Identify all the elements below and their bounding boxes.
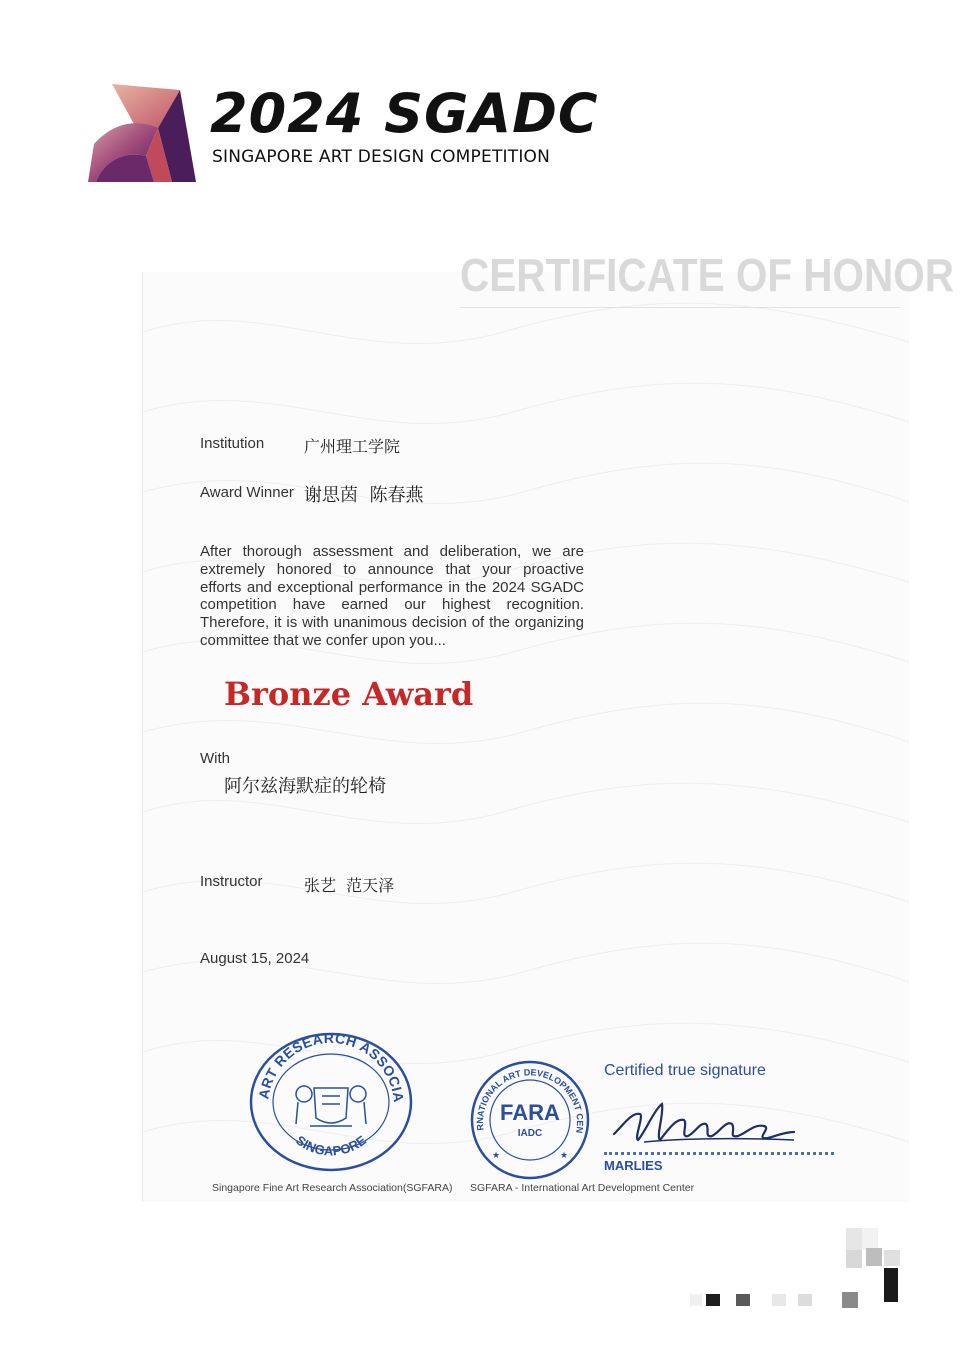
heading-divider — [460, 307, 900, 308]
handwritten-signature — [604, 1094, 804, 1152]
sgfara-caption: Singapore Fine Art Research Association(SGFARA) — [212, 1182, 453, 1194]
work-title: 阿尔兹海默症的轮椅 — [224, 776, 386, 797]
institution-value: 广州理工学院 — [304, 437, 401, 456]
instructor-value: 张艺 范天泽 — [304, 876, 395, 895]
sgfara-seal-ring-text: ART RESEARCH ASSOCIA — [255, 1029, 407, 1103]
svg-text:SINGAPORE — [293, 1132, 369, 1158]
certified-signature-label: Certified true signature — [604, 1062, 766, 1079]
award-title: Bronze Award — [224, 675, 474, 713]
mosaic-redaction — [690, 1228, 930, 1318]
star-icon: ★ — [560, 1151, 569, 1161]
fara-seal-center-sub: IADC — [517, 1128, 543, 1139]
brand-title: 2024 SGADC — [210, 82, 599, 145]
signer-name: MARLIES — [604, 1158, 663, 1173]
award-date: August 15, 2024 — [200, 950, 310, 967]
certificate-heading: CERTIFICATE OF HONOR — [460, 249, 954, 301]
svg-text:FINE ART RESEARCH ASSOCIATION — [246, 1022, 407, 1104]
sgfara-seal-bottom-text: SINGAPORE — [293, 1132, 369, 1159]
citation-text: After thorough assessment and deliberation, we are extremely honored to announce that your proactive efforts and exceptional performance in the 2024 SGADC competition have earned our highest recognition. Therefore, it is with unanimous decision of the organizing committee that we confer upon you... — [200, 543, 584, 649]
star-icon: ★ — [492, 1151, 501, 1161]
fara-caption: SGFARA - International Art Development Center — [470, 1182, 695, 1194]
sgfara-seal — [246, 1022, 416, 1172]
award-winner-value: 谢思茵 陈春燕 — [304, 485, 424, 506]
sgadc-logo-icon — [88, 84, 196, 182]
signature-line — [604, 1152, 834, 1155]
award-winner-label: Award Winner — [200, 484, 294, 501]
fara-seal-center-text: FARA — [500, 1100, 560, 1125]
instructor-label: Instructor — [200, 873, 263, 890]
with-label: With — [200, 750, 230, 767]
fara-seal-ring-text: RNATIONAL ART DEVELOPMENT CEN — [474, 1067, 586, 1134]
fara-iadc-seal — [468, 1058, 592, 1182]
brand-subtitle: SINGAPORE ART DESIGN COMPETITION — [212, 147, 551, 167]
institution-label: Institution — [200, 435, 265, 452]
